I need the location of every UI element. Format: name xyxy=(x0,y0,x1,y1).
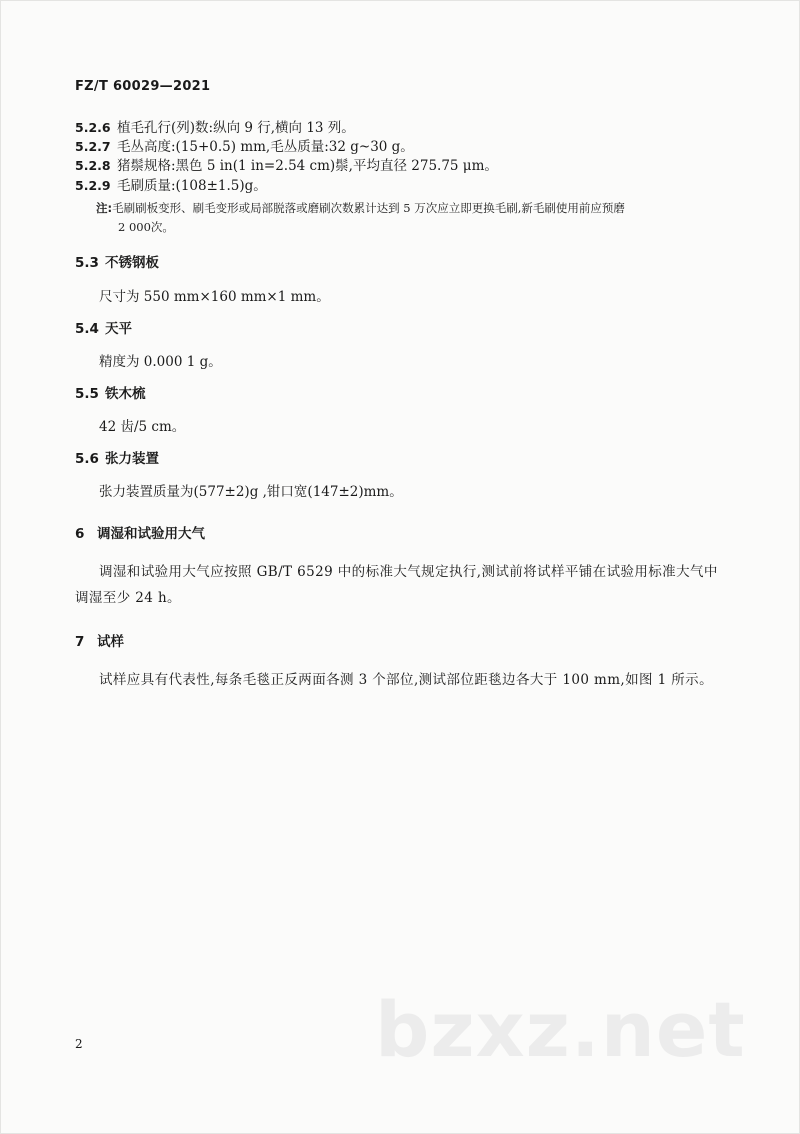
section-title: 天平 xyxy=(105,321,132,337)
section-title: 不锈钢板 xyxy=(105,255,159,271)
clause-text: 猪鬃规格:黑色 5 in(1 in=2.54 cm)鬃,平均直径 275.75 μm。 xyxy=(117,158,498,174)
section-5-3-heading xyxy=(75,251,159,271)
section-5-3-body: 尺寸为 550 mm×160 mm×1 mm。 xyxy=(99,289,330,305)
clause-number: 5.2.9 xyxy=(75,178,111,193)
note-label: 注: xyxy=(96,201,113,215)
clause-number: 5.2.6 xyxy=(75,120,111,135)
clause-5-2-8 xyxy=(75,157,498,175)
note-line-1 xyxy=(96,199,625,217)
clause-5-2-9 xyxy=(75,177,267,195)
chapter-title: 调湿和试验用大气 xyxy=(97,526,205,542)
chapter-7-body: 试样应具有代表性,每条毛毯正反两面各测 3 个部位,测试部位距毯边各大于 100 mm,如图 1 所示。 xyxy=(99,672,713,688)
clause-5-2-6 xyxy=(75,119,355,137)
section-number: 5.4 xyxy=(75,321,99,337)
section-5-5-body: 42 齿/5 cm。 xyxy=(99,419,186,435)
section-number: 5.5 xyxy=(75,386,99,402)
section-number: 5.3 xyxy=(75,255,99,271)
chapter-6-heading xyxy=(75,522,205,542)
clause-number: 5.2.8 xyxy=(75,158,111,173)
chapter-number: 6 xyxy=(75,526,85,542)
chapter-number: 7 xyxy=(75,634,85,650)
section-title: 铁木梳 xyxy=(105,386,146,402)
clause-number: 5.2.7 xyxy=(75,139,111,154)
clause-text: 植毛孔行(列)数:纵向 9 行,横向 13 列。 xyxy=(117,120,355,136)
page-number: 2 xyxy=(75,1037,83,1051)
clause-text: 毛丛高度:(15+0.5) mm,毛丛质量:32 g~30 g。 xyxy=(117,139,414,155)
section-5-6-body: 张力装置质量为(577±2)g ,钳口宽(147±2)mm。 xyxy=(99,484,403,500)
clause-5-2-7 xyxy=(75,138,414,156)
site-watermark: bzxz.net xyxy=(375,985,746,1074)
section-5-5-heading xyxy=(75,382,146,402)
chapter-6-body: 调湿和试验用大气应按照 GB/T 6529 中的标准大气规定执行,测试前将试样平铺在试验用标准大气中调湿至少 24 h。 xyxy=(75,564,718,606)
section-number: 5.6 xyxy=(75,451,99,467)
note-line-2: 2 000次。 xyxy=(118,220,174,234)
section-title: 张力装置 xyxy=(105,451,159,467)
section-5-4-heading xyxy=(75,317,132,337)
clause-text: 毛刷质量:(108±1.5)g。 xyxy=(117,178,267,194)
chapter-title: 试样 xyxy=(97,634,124,650)
chapter-7-heading xyxy=(75,630,124,650)
section-5-6-heading xyxy=(75,447,159,467)
note-text: 毛刷刷板变形、刷毛变形或局部脱落或磨刷次数累计达到 5 万次应立即更换毛刷,新毛刷使用前应预磨 xyxy=(112,201,625,215)
standard-code-header: FZ/T 60029—2021 xyxy=(75,79,211,94)
section-5-4-body: 精度为 0.000 1 g。 xyxy=(99,354,222,370)
